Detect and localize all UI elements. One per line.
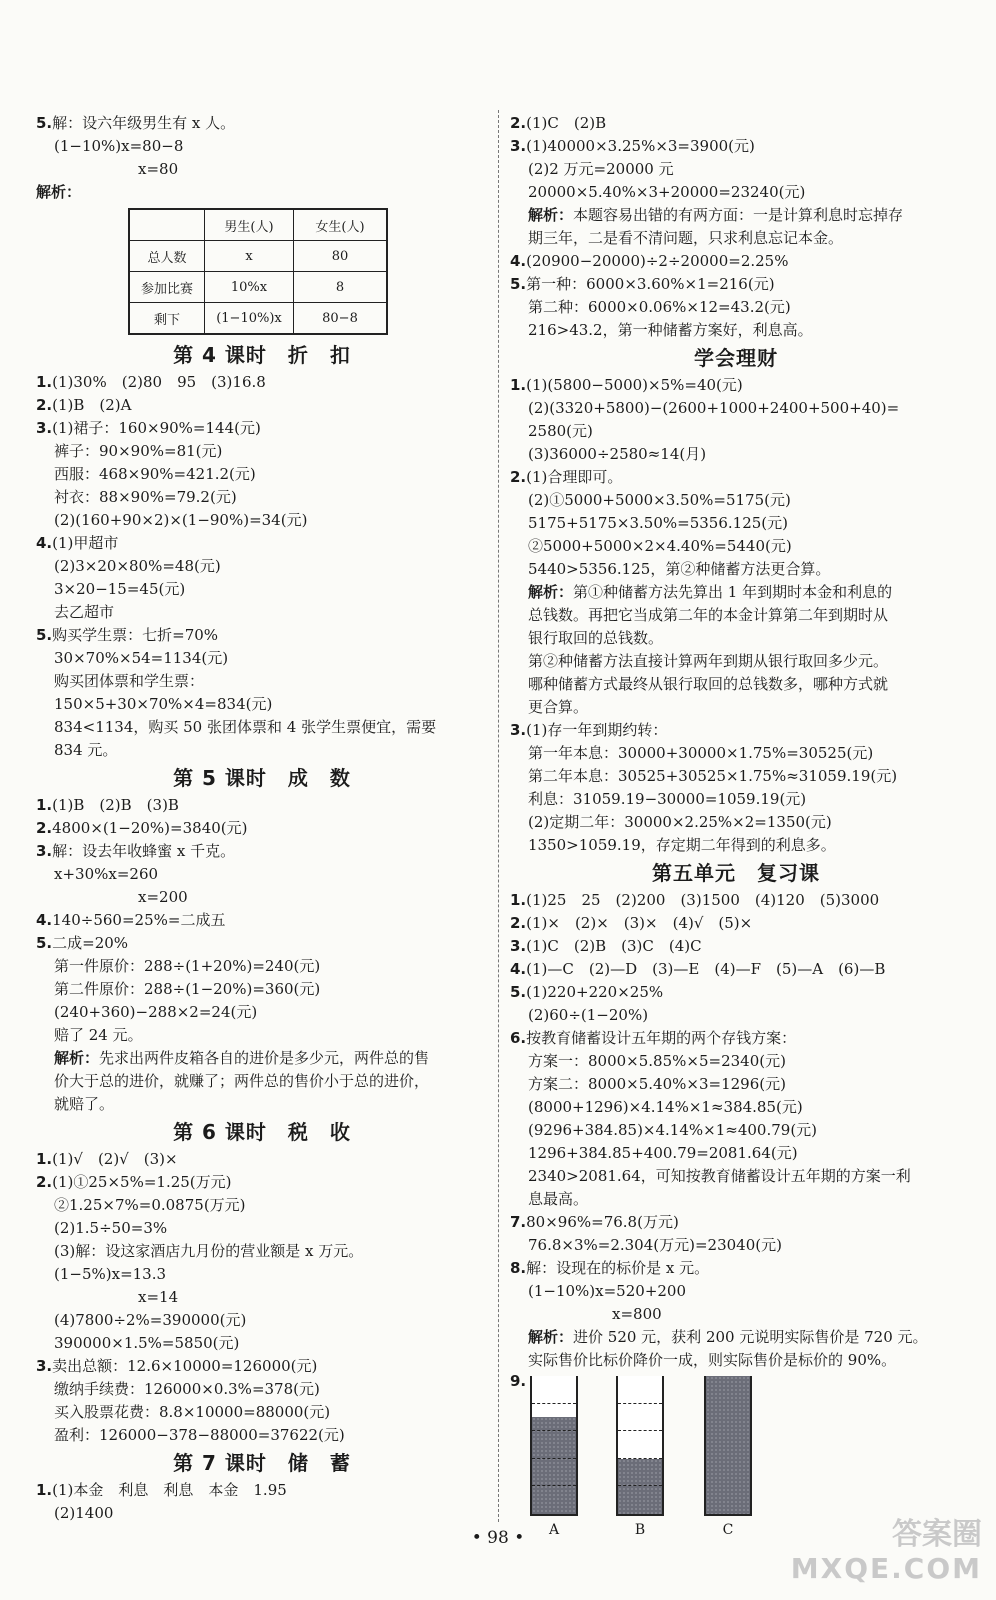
answer-text: 第二年本息：30525+30525×1.75%≈31059.19(元) — [528, 767, 898, 785]
answer-text: 就赔了。 — [54, 1095, 115, 1113]
table-cell: 80 — [294, 241, 388, 272]
answer-line — [36, 417, 488, 440]
answer-line — [36, 647, 488, 670]
answer-text: ②5000+5000×2×4.40%=5440(元) — [528, 537, 792, 555]
answer-line — [36, 158, 488, 181]
answer-line — [510, 765, 962, 788]
left-column — [36, 112, 488, 1525]
answer-text: 解：设六年级男生有 x 人。 — [52, 114, 236, 132]
answer-line — [510, 466, 962, 489]
answer-text: 76.8×3%=2.304(万元)=23040(元) — [528, 1236, 782, 1254]
answer-text: x=80 — [138, 160, 179, 178]
container-label: A — [548, 1522, 560, 1538]
answer-line — [36, 1286, 488, 1309]
right-column — [510, 112, 962, 1542]
table-cell: 80−8 — [294, 303, 388, 335]
answer-text: 解：设去年收蜂蜜 x 千克。 — [52, 842, 236, 860]
column-divider — [498, 110, 499, 1522]
answer-line — [36, 1479, 488, 1502]
answer-label: 3. — [36, 419, 53, 437]
answer-line — [510, 273, 962, 296]
answer-line — [36, 578, 488, 601]
level-dash-line — [618, 1430, 662, 1431]
answer-text: 第一件原价：288÷(1+20%)=240(元) — [54, 957, 321, 975]
answer-line — [36, 440, 488, 463]
answer-line — [510, 1303, 962, 1326]
answer-text: 卖出总额：12.6×10000=126000(元) — [52, 1357, 318, 1375]
answer-text: x=800 — [612, 1305, 662, 1323]
answer-text: 30×70%×54=1134(元) — [54, 649, 229, 667]
container-a — [530, 1376, 578, 1516]
answer-label: 5. — [510, 983, 527, 1001]
container-b — [616, 1376, 664, 1516]
answer-label: 5. — [36, 626, 53, 644]
answer-line — [510, 604, 962, 627]
answer-line — [510, 1349, 962, 1372]
answer-line — [510, 250, 962, 273]
answer-text: (2)①5000+5000×3.50%=5175(元) — [528, 491, 791, 509]
answer-line — [36, 716, 488, 739]
answer-line — [36, 509, 488, 532]
answer-line — [36, 739, 488, 762]
answer-line — [36, 1047, 488, 1070]
answer-label: 6. — [510, 1029, 527, 1047]
answer-text: 银行取回的总钱数。 — [528, 629, 664, 647]
answer-line — [36, 371, 488, 394]
answer-line — [510, 1211, 962, 1234]
answer-text: 216>43.2，第一种储蓄方案好，利息高。 — [528, 321, 813, 339]
answer-label: 4. — [36, 534, 53, 552]
answer-line — [36, 1240, 488, 1263]
container-c — [704, 1376, 752, 1516]
answer-line — [36, 863, 488, 886]
answer-text: 期三年，二是看不清问题，只求利息忘记本金。 — [528, 229, 844, 247]
answer-line — [510, 1142, 962, 1165]
answer-line — [36, 693, 488, 716]
answer-line — [510, 204, 962, 227]
answer-text: 方案二：8000×5.40%×3=1296(元) — [528, 1075, 786, 1093]
answer-line — [510, 1257, 962, 1280]
answer-text: (2)1.5÷50=3% — [54, 1219, 168, 1237]
answer-line — [36, 394, 488, 417]
answer-text: 解：设现在的标价是 x 元。 — [526, 1259, 710, 1277]
answer-text: 利息：31059.19−30000=1059.19(元) — [528, 790, 807, 808]
answer-text: 5175+5175×3.50%=5356.125(元) — [528, 514, 788, 532]
level-dash-line — [532, 1458, 576, 1459]
watermark — [791, 1518, 982, 1586]
answer-line — [36, 1217, 488, 1240]
answer-text: 二成=20% — [52, 934, 129, 952]
table-cell — [129, 209, 205, 241]
table-cell: 剩下 — [129, 303, 205, 335]
answer-text: (8000+1296)×4.14%×1≈384.85(元) — [528, 1098, 803, 1116]
answer-line — [36, 1093, 488, 1116]
answer-line — [36, 1263, 488, 1286]
answer-line — [510, 627, 962, 650]
answer-label: 1. — [36, 373, 53, 391]
answer-line — [510, 1280, 962, 1303]
answer-text: x=200 — [138, 888, 188, 906]
answer-line — [36, 955, 488, 978]
answer-label: 解析： — [528, 583, 574, 601]
answer-text: 4800×(1−20%)=3840(元) — [52, 819, 248, 837]
answer-line — [510, 1096, 962, 1119]
page-number: • 98 • — [471, 1528, 525, 1548]
answer-label: 1. — [510, 376, 527, 394]
answer-label: 8. — [510, 1259, 527, 1277]
answer-text: (1)①25×5%=1.25(万元) — [52, 1173, 232, 1191]
answer-label: 5. — [510, 275, 527, 293]
answer-line — [36, 1401, 488, 1424]
answer-line — [36, 817, 488, 840]
answer-label: 1. — [36, 796, 53, 814]
answer-line — [510, 1027, 962, 1050]
answer-line — [510, 581, 962, 604]
table-row — [129, 241, 387, 272]
answer-line — [510, 788, 962, 811]
answer-text: 总钱数。再把它当成第二年的本金计算第二年到期时从 — [528, 606, 889, 624]
answer-line — [510, 1073, 962, 1096]
answer-line — [510, 958, 962, 981]
answer-line — [510, 397, 962, 420]
answer-line — [36, 978, 488, 1001]
answer-line — [36, 1070, 488, 1093]
answer-text: 更合算。 — [528, 698, 589, 716]
answer-label: 2. — [510, 114, 527, 132]
answer-text: (1)220+220×25% — [526, 983, 664, 1001]
answer-text: 第一年本息：30000+30000×1.75%=30525(元) — [528, 744, 874, 762]
container-label: C — [722, 1522, 734, 1538]
answer-line — [36, 555, 488, 578]
answer-text: 进价 520 元，获利 200 元说明实际售价是 720 元。 — [573, 1328, 928, 1346]
answer-label: 7. — [510, 1213, 527, 1231]
answer-line — [510, 1188, 962, 1211]
answer-text: (3)36000÷2580≈14(月) — [528, 445, 707, 463]
question-number: 9. — [510, 1372, 527, 1390]
answer-text: 第一种：6000×3.60%×1=216(元) — [526, 275, 775, 293]
answer-text: (2)定期二年：30000×2.25%×2=1350(元) — [528, 813, 832, 831]
answer-text: 缴纳手续费：126000×0.3%=378(元) — [54, 1380, 320, 1398]
answer-line — [36, 932, 488, 955]
answer-text: 购买团体票和学生票： — [54, 672, 205, 690]
section-heading: 第 5 课时 成 数 — [173, 766, 351, 790]
answer-line — [510, 512, 962, 535]
level-dash-line — [618, 1485, 662, 1486]
answer-text: 20000×5.40%×3+20000=23240(元) — [528, 183, 806, 201]
section-heading: 第五单元 复习课 — [652, 861, 820, 885]
answer-text: (1)—C (2)—D (3)—E (4)—F (5)—A (6)—B — [526, 960, 886, 978]
answer-text: 裤子：90×90%=81(元) — [54, 442, 223, 460]
answer-text: (1)√ (2)√ (3)× — [52, 1150, 178, 1168]
answer-text: 哪种储蓄方式最终从银行取回的总钱数多，哪种方式就 — [528, 675, 889, 693]
answer-line — [510, 719, 962, 742]
watermark-url: MXQE.COM — [790, 1552, 982, 1585]
answer-line — [36, 909, 488, 932]
answer-line — [510, 558, 962, 581]
answer-text: (1)30% (2)80 95 (3)16.8 — [52, 373, 266, 391]
answer-label: 2. — [510, 914, 527, 932]
answer-line — [510, 1119, 962, 1142]
answer-label: 5. — [36, 934, 53, 952]
answer-text: 价大于总的进价，就赚了；两件总的售价小于总的进价， — [54, 1072, 430, 1090]
answer-line — [510, 742, 962, 765]
table-row — [129, 272, 387, 303]
answer-line — [510, 420, 962, 443]
answer-text: 赔了 24 元。 — [54, 1026, 143, 1044]
answer-line — [36, 624, 488, 647]
answer-text: (1)(5800−5000)×5%=40(元) — [526, 376, 743, 394]
answer-text: 先求出两件皮箱各自的进价是多少元，两件总的售 — [99, 1049, 430, 1067]
answer-line — [36, 840, 488, 863]
answer-text: 去乙超市 — [54, 603, 115, 621]
answer-text: (20900−20000)÷2÷20000=2.25% — [526, 252, 789, 270]
answer-text: 按教育储蓄设计五年期的两个存钱方案： — [526, 1029, 797, 1047]
answer-label: 2. — [36, 1173, 53, 1191]
answer-line — [36, 794, 488, 817]
answer-line — [510, 135, 962, 158]
answer-label: 1. — [36, 1150, 53, 1168]
answer-text: 5440>5356.125，第②种储蓄方法更合算。 — [528, 560, 831, 578]
answer-text: (1)C (2)B (3)C (4)C — [526, 937, 702, 955]
answer-line — [36, 463, 488, 486]
answer-label: 4. — [36, 911, 53, 929]
answer-text: (1)B (2)A — [52, 396, 132, 414]
answer-line — [36, 1024, 488, 1047]
answer-text: 140÷560=25%=二成五 — [52, 911, 226, 929]
answer-text: 购买学生票：七折=70% — [52, 626, 219, 644]
answer-text: (2)(3320+5800)−(2600+1000+2400+500+40)= — [528, 399, 900, 417]
answer-line — [36, 112, 488, 135]
answer-text: (2)2 万元=20000 元 — [528, 160, 674, 178]
table-cell: (1−10%)x — [205, 303, 294, 335]
answer-text: 834<1134，购买 50 张团体票和 4 张学生票便宜，需要 — [54, 718, 437, 736]
answer-text: 买入股票花费：8.8×10000=88000(元) — [54, 1403, 331, 1421]
answer-text: 80×96%=76.8(万元) — [526, 1213, 679, 1231]
answer-text: (2)1400 — [54, 1504, 114, 1522]
answer-line — [510, 889, 962, 912]
answer-text: ②1.25×7%=0.0875(万元) — [54, 1196, 246, 1214]
answer-line — [510, 673, 962, 696]
answer-text: 390000×1.5%=5850(元) — [54, 1334, 240, 1352]
answer-text: 第二种：6000×0.06%×12=43.2(元) — [528, 298, 791, 316]
answer-line — [36, 1148, 488, 1171]
answer-line — [510, 1050, 962, 1073]
level-dash-line — [532, 1403, 576, 1404]
answer-text: (1)B (2)B (3)B — [52, 796, 179, 814]
answer-label: 解析： — [528, 206, 574, 224]
answer-line — [36, 1332, 488, 1355]
answer-label: 2. — [36, 819, 53, 837]
answer-text: (2)3×20×80%=48(元) — [54, 557, 221, 575]
answer-text: 盈利：126000−378−88000=37622(元) — [54, 1426, 345, 1444]
answer-label: 3. — [36, 842, 53, 860]
answer-line — [510, 1165, 962, 1188]
answer-text: (1)存一年到期约转： — [526, 721, 668, 739]
answer-line — [36, 601, 488, 624]
answer-text: x=14 — [138, 1288, 179, 1306]
answer-text: 本题容易出错的有两方面：一是计算利息时忘掉存 — [573, 206, 904, 224]
answer-line — [510, 912, 962, 935]
answer-text: x+30%x=260 — [54, 865, 159, 883]
section-heading: 第 4 课时 折 扣 — [173, 343, 351, 367]
answer-text: (3)解：设这家酒店九月份的营业额是 x 万元。 — [54, 1242, 364, 1260]
answer-text: (1)甲超市 — [52, 534, 119, 552]
answer-text: (1)裙子：160×90%=144(元) — [52, 419, 261, 437]
answer-text: (2)(160+90×2)×(1−90%)=34(元) — [54, 511, 308, 529]
answer-line — [510, 489, 962, 512]
answer-text: 834 元。 — [54, 741, 118, 759]
answer-text: 衬衣：88×90%=79.2(元) — [54, 488, 237, 506]
answer-line — [510, 319, 962, 342]
answer-line — [36, 886, 488, 909]
answer-label: 4. — [510, 252, 527, 270]
answer-label: 2. — [510, 468, 527, 486]
answer-text: (1)C (2)B — [526, 114, 607, 132]
table-cell: 8 — [294, 272, 388, 303]
answer-line — [510, 296, 962, 319]
answer-line — [510, 1004, 962, 1027]
answer-line — [36, 1001, 488, 1024]
level-dash-line — [532, 1430, 576, 1431]
section-heading: 第 7 课时 储 蓄 — [173, 1451, 351, 1475]
watermark-text: 答案圈 — [892, 1517, 982, 1552]
answer-text: (2)60÷(1−20%) — [528, 1006, 649, 1024]
analysis-table — [128, 208, 388, 335]
answer-label: 解析： — [54, 1049, 100, 1067]
answer-line — [510, 1326, 962, 1349]
level-dash-line — [532, 1485, 576, 1486]
table-cell: x — [205, 241, 294, 272]
answer-line — [36, 670, 488, 693]
answer-text: (4)7800÷2%=390000(元) — [54, 1311, 247, 1329]
section-heading: 学会理财 — [694, 346, 778, 370]
answer-label: 1. — [510, 891, 527, 909]
answer-line — [36, 532, 488, 555]
table-cell: 男生(人) — [205, 209, 294, 241]
answer-line — [36, 1355, 488, 1378]
answer-text: (1)本金 利息 利息 本金 1.95 — [52, 1481, 287, 1499]
container-label: B — [634, 1522, 646, 1538]
answer-text: 第二件原价：288÷(1−20%)=360(元) — [54, 980, 321, 998]
answer-text: (9296+384.85)×4.14%×1≈400.79(元) — [528, 1121, 818, 1139]
answer-text: (1)合理即可。 — [526, 468, 623, 486]
answer-text: (1)× (2)× (3)× (4)√ (5)× — [526, 914, 753, 932]
answer-text: 3×20−15=45(元) — [54, 580, 186, 598]
level-dash-line — [618, 1403, 662, 1404]
answer-line — [36, 1309, 488, 1332]
table-cell: 总人数 — [129, 241, 205, 272]
answer-line — [510, 181, 962, 204]
answer-line — [510, 158, 962, 181]
answer-label: 3. — [36, 1357, 53, 1375]
answer-label: 解析： — [36, 183, 82, 201]
answer-text: (1−10%)x=80−8 — [54, 137, 184, 155]
answer-text: 2580(元) — [528, 422, 593, 440]
table-cell: 参加比赛 — [129, 272, 205, 303]
answer-text: (1−10%)x=520+200 — [528, 1282, 687, 1300]
answer-line — [510, 811, 962, 834]
table-cell: 女生(人) — [294, 209, 388, 241]
answer-text: 西服：468×90%=421.2(元) — [54, 465, 256, 483]
answer-line — [36, 1171, 488, 1194]
answer-line — [510, 443, 962, 466]
answer-text: 方案一：8000×5.85%×5=2340(元) — [528, 1052, 786, 1070]
water-fill — [618, 1459, 662, 1514]
table-row — [129, 303, 387, 335]
water-fill — [532, 1417, 576, 1514]
answer-line — [36, 486, 488, 509]
answer-text: (1−5%)x=13.3 — [54, 1265, 167, 1283]
answer-text: 150×5+30×70%×4=834(元) — [54, 695, 273, 713]
answer-line — [510, 374, 962, 397]
answer-text: 第①种储蓄方法先算出 1 年到期时本金和利息的 — [573, 583, 893, 601]
section-heading: 第 6 课时 税 收 — [173, 1120, 351, 1144]
answer-text: (240+360)−288×2=24(元) — [54, 1003, 258, 1021]
answer-line — [510, 935, 962, 958]
answer-line — [36, 135, 488, 158]
answer-line — [510, 1234, 962, 1257]
answer-text: 1296+384.85+400.79=2081.64(元) — [528, 1144, 798, 1162]
answer-label: 3. — [510, 137, 527, 155]
answer-line — [36, 1424, 488, 1447]
answer-line — [510, 981, 962, 1004]
answer-label: 4. — [510, 960, 527, 978]
answer-line — [36, 1194, 488, 1217]
answer-text: (1)40000×3.25%×3=3900(元) — [526, 137, 755, 155]
answer-line — [510, 535, 962, 558]
answer-label: 1. — [36, 1481, 53, 1499]
answer-text: 2340>2081.64，可知按教育储蓄设计五年期的方案一利 — [528, 1167, 911, 1185]
answer-line — [510, 696, 962, 719]
answer-label: 3. — [510, 937, 527, 955]
answer-line — [510, 227, 962, 250]
answer-text: 息最高。 — [528, 1190, 589, 1208]
answer-line — [36, 1378, 488, 1401]
table-row — [129, 209, 387, 241]
answer-text: (1)25 25 (2)200 (3)1500 (4)120 (5)3000 — [526, 891, 880, 909]
answer-label: 2. — [36, 396, 53, 414]
answer-line — [36, 181, 488, 204]
answer-text: 第②种储蓄方法直接计算两年到期从银行取回多少元。 — [528, 652, 889, 670]
level-dash-line — [618, 1458, 662, 1459]
answer-line — [36, 1502, 488, 1525]
answer-label: 5. — [36, 114, 53, 132]
answer-line — [510, 834, 962, 857]
answer-label: 3. — [510, 721, 527, 739]
table-cell: 10%x — [205, 272, 294, 303]
answer-line — [510, 650, 962, 673]
water-fill — [706, 1376, 750, 1514]
answer-text: 实际售价比标价降价一成，则实际售价是标价的 90%。 — [528, 1351, 897, 1369]
answer-text: 1350>1059.19，存定期二年得到的利息多。 — [528, 836, 836, 854]
answer-line — [510, 112, 962, 135]
answer-label: 解析： — [528, 1328, 574, 1346]
